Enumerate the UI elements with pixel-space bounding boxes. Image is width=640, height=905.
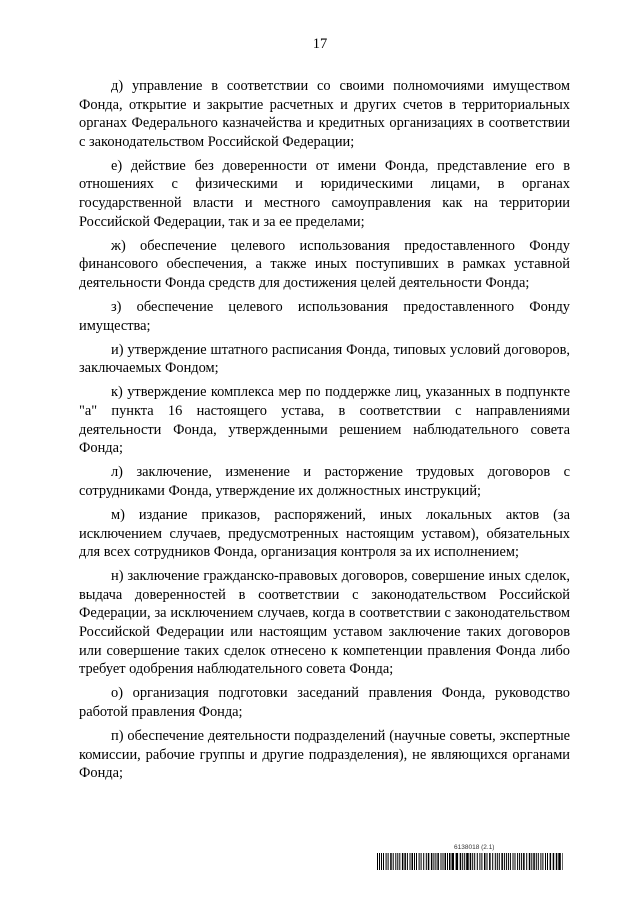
paragraph-e: е) действие без доверенности от имени Фонда, представление его в отношениях с физическими и юридическими лицами, в органах государственной власти и местного самоуправления как на территории Российской Федерации, так и за ее пределами; xyxy=(79,157,570,230)
paragraph-d: д) управление в соответствии со своими полномочиями имуществом Фонда, открытие и закрытие расчетных и других счетов в территориальных органах Федерального казначейства и кредитных организациях в соответствии с законодательством Российской Федерации; xyxy=(79,78,570,150)
paragraph-m: м) издание приказов, распоряжений, иных локальных актов (за исключением случаев, предусмотренных настоящим уставом), обязательных для всех сотрудников Фонда, организация контроля за их исполнением; xyxy=(79,506,570,561)
document-code: 6138018 (2.1) xyxy=(454,844,495,851)
barcode xyxy=(377,853,563,870)
paragraph-o: о) организация подготовки заседаний правления Фонда, руководство работой правления Фонда; xyxy=(79,685,570,720)
paragraph-k: к) утверждение комплекса мер по поддержке лиц, указанных в подпункте "а" пункта 16 настоящего устава, в соответствии с направлениями деятельности Фонда, утвержденными решением наблюдательного совета Фонда; xyxy=(79,384,570,457)
page-number: 17 xyxy=(312,36,328,52)
paragraph-zh: ж) обеспечение целевого использования предоставленного Фонду финансового обеспечения, а также иных поступивших в рамках уставной деятельности Фонда средств для достижения целей деятельности Фонда; xyxy=(79,237,570,291)
paragraph-n: н) заключение гражданско-правовых договоров, совершение иных сделок, выдача доверенностей в соответствии с законодательством Российской Федерации, за исключением случаев, когда в соответствии с законодательством Российской Федерации или настоящим уставом заключение таких договоров или совершение таких сделок отнесено к компетенции правления Фонда либо требует одобрения наблюдательного совета Фонда; xyxy=(79,568,570,678)
paragraph-l: л) заключение, изменение и расторжение трудовых договоров с сотрудниками Фонда, утверждение их должностных инструкций; xyxy=(79,464,570,499)
paragraph-z: з) обеспечение целевого использования предоставленного Фонду имущества; xyxy=(79,299,570,334)
paragraph-p: п) обеспечение деятельности подразделений (научные советы, экспертные комиссии, рабочие группы и другие подразделения), не являющихся органами Фонда; xyxy=(79,728,570,782)
document-body xyxy=(79,77,570,788)
paragraph-i: и) утверждение штатного расписания Фонда, типовых условий договоров, заключаемых Фондом; xyxy=(79,341,570,377)
